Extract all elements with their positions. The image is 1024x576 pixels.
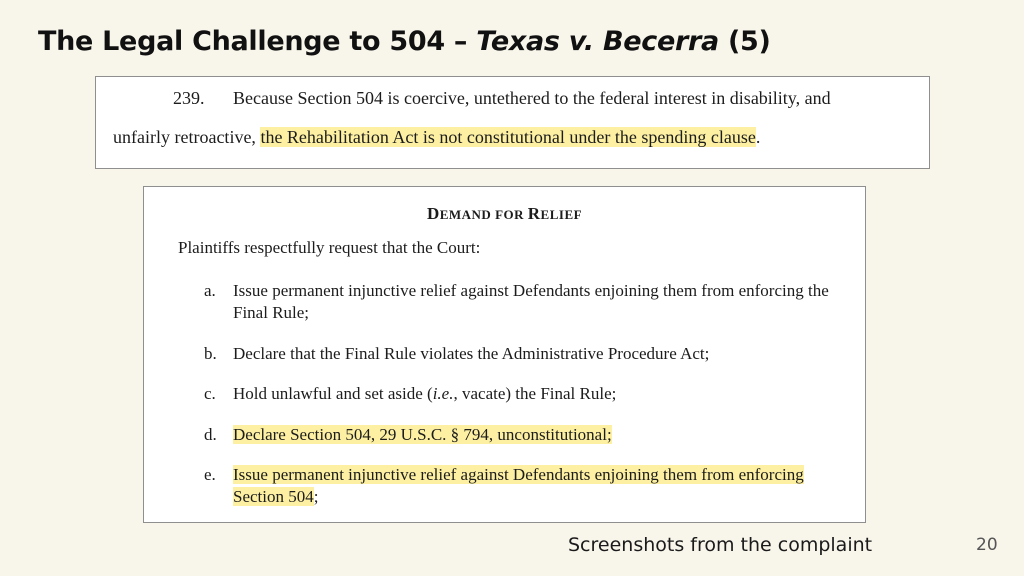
- relief-item-text: Issue permanent injunctive relief against Defendants enjoining them from enforcing the Final Rule;: [233, 281, 829, 322]
- slide-title-case-name: Texas v. Becerra: [476, 26, 719, 57]
- relief-item-b: [204, 343, 844, 365]
- relief-item-label: d.: [204, 425, 217, 444]
- relief-item-label: e.: [204, 465, 216, 484]
- relief-item-e: [204, 464, 844, 508]
- slide-title-main: The Legal Challenge to 504 –: [38, 26, 477, 57]
- slide-title-number: (5): [718, 26, 771, 57]
- relief-item-text: Declare Section 504, 29 U.S.C. § 794, unconstitutional;: [233, 425, 612, 444]
- slide-title: [38, 26, 771, 57]
- relief-item-label: a.: [204, 281, 216, 300]
- paragraph-line-2: [113, 127, 760, 148]
- relief-item-a: [204, 280, 844, 324]
- relief-item-label: b.: [204, 344, 217, 363]
- relief-item-text: Hold unlawful and set aside (i.e., vacate) the Final Rule;: [233, 384, 617, 403]
- slide-caption: Screenshots from the complaint: [568, 534, 873, 556]
- complaint-paragraph-screenshot: [95, 76, 930, 169]
- page-number: 20: [976, 535, 998, 555]
- relief-item-d: [204, 424, 844, 446]
- relief-item-highlight: Declare Section 504, 29 U.S.C. § 794, unconstitutional: [233, 425, 607, 444]
- relief-intro: Plaintiffs respectfully request that the Court:: [178, 238, 481, 257]
- relief-item-text: Issue permanent injunctive relief against Defendants enjoining them from enforcing Section 504;: [233, 465, 804, 506]
- relief-item-text: Declare that the Final Rule violates the Administrative Procedure Act;: [233, 344, 710, 363]
- paragraph-text-line-2: unfairly retroactive,: [113, 127, 261, 147]
- relief-item-c: [204, 383, 844, 405]
- paragraph-period: .: [755, 127, 761, 147]
- paragraph-line-1: [173, 88, 831, 109]
- paragraph-text-line-1: Because Section 504 is coercive, untethered to the federal interest in disability, and: [233, 88, 831, 108]
- paragraph-number: 239.: [173, 88, 205, 108]
- relief-item-label: c.: [204, 384, 216, 403]
- demand-for-relief-screenshot: [143, 186, 866, 523]
- relief-item-highlight: Issue permanent injunctive relief against Defendants enjoining them from enforcing Section 504: [233, 465, 804, 506]
- relief-heading: DEMAND FOR RELIEF: [426, 204, 583, 223]
- paragraph-highlight: the Rehabilitation Act is not constitutional under the spending clause: [260, 127, 756, 147]
